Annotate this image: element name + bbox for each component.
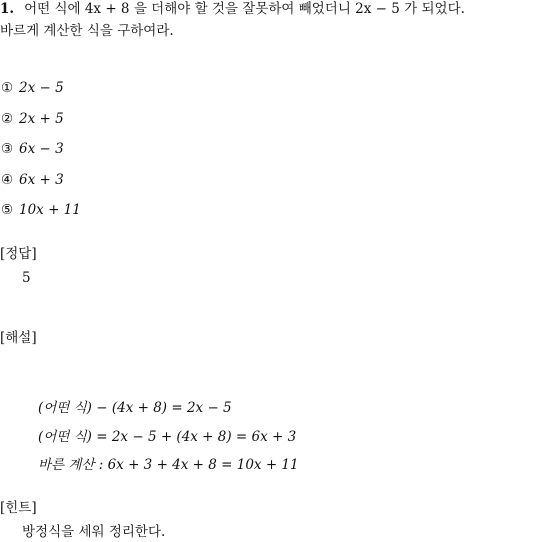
choice-1[interactable] [1,82,64,96]
choice-4-mark: ④ [1,172,14,188]
question-number: 1. [0,1,15,17]
choice-2-text: 2x + 5 [19,111,64,127]
question-line-1 [0,3,465,17]
choice-3-text: 6x − 3 [19,141,64,157]
question-line-2: 바르게 계산한 식을 구하여라. [0,23,174,39]
choice-4-text: 6x + 3 [19,172,64,188]
choice-1-text: 2x − 5 [19,80,64,96]
choice-5-mark: ⑤ [1,202,14,218]
solution-line-3: 바른 계산 : 6x + 3 + 4x + 8 = 10x + 11 [38,457,299,473]
choice-2-mark: ② [1,111,14,127]
choice-5-text: 10x + 11 [19,202,81,218]
choice-4[interactable] [1,174,64,188]
answer-label: [정답] [0,246,37,262]
choice-1-mark: ① [1,80,14,96]
choice-2[interactable] [1,113,64,127]
question-text-1: 어떤 식에 4x + 8 을 더해야 할 것을 잘못하여 빼었더니 2x − 5 가 되었다. [24,1,465,17]
solution-line-1: (어떤 식) − (4x + 8) = 2x − 5 [38,400,232,416]
hint-label: [힌트] [0,500,37,516]
solution-label: [해설] [0,330,37,346]
choice-3-mark: ③ [1,141,14,157]
hint-text: 방정식을 세워 정리한다. [22,524,166,540]
choice-5[interactable] [1,204,81,218]
answer-value: 5 [22,270,31,286]
choice-3[interactable] [1,143,64,157]
solution-line-2: (어떤 식) = 2x − 5 + (4x + 8) = 6x + 3 [38,429,297,445]
